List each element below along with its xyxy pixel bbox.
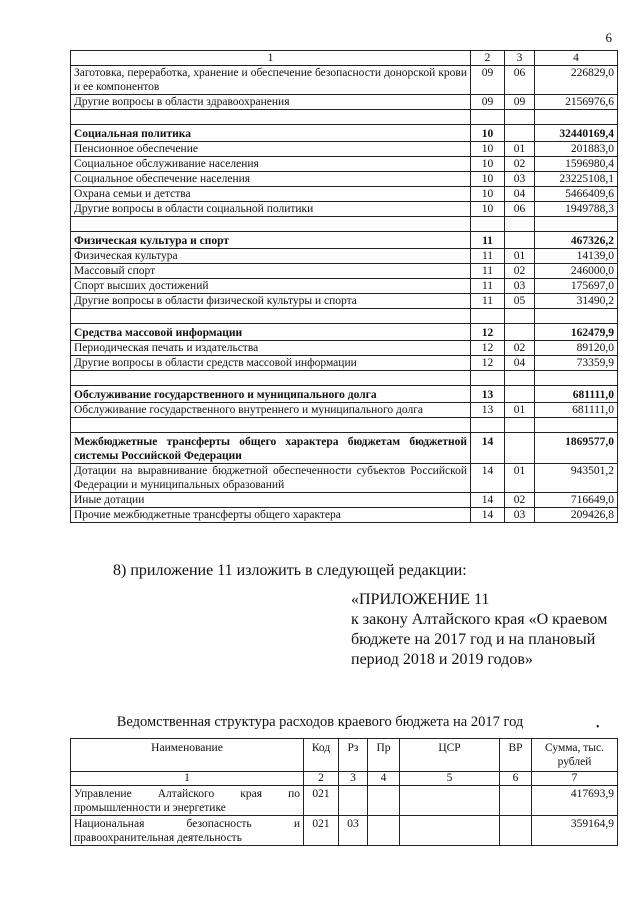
empty-cell xyxy=(71,309,471,324)
column-number-cell: 4 xyxy=(368,772,400,786)
section-code-cell: 14 xyxy=(471,464,505,493)
amount-cell: 209426,8 xyxy=(535,508,618,523)
empty-cell xyxy=(471,371,505,386)
table-row xyxy=(71,386,618,403)
table-row xyxy=(71,464,618,493)
section-code-cell: 11 xyxy=(471,264,505,279)
subsection-code-cell: 02 xyxy=(505,341,535,356)
column-number-cell: 2 xyxy=(304,772,339,786)
table-row xyxy=(71,95,618,110)
item-name-cell: Социальная политика xyxy=(71,125,471,142)
subsection-code-cell xyxy=(505,386,535,403)
empty-cell xyxy=(535,309,618,324)
table-row xyxy=(71,341,618,356)
column-number-cell: 3 xyxy=(339,772,368,786)
column-header-cell: ВР xyxy=(500,739,532,772)
table-row xyxy=(71,433,618,464)
amount-cell: 89120,0 xyxy=(535,341,618,356)
item-name-cell: Дотации на выравнивание бюджетной обеспеченности субъектов Российской Федерации и муниципальных образований xyxy=(71,464,471,493)
amount-cell: 175697,0 xyxy=(535,279,618,294)
table-row xyxy=(71,66,618,95)
section-code-cell: 11 xyxy=(471,232,505,249)
subsection-code-cell: 01 xyxy=(505,464,535,493)
empty-cell xyxy=(535,217,618,232)
amount-cell: 359164,9 xyxy=(532,816,618,846)
empty-cell xyxy=(535,418,618,433)
subsection-code-cell: 04 xyxy=(505,187,535,202)
column-number-cell: 1 xyxy=(71,51,471,66)
empty-cell xyxy=(71,371,471,386)
amount-cell: 5466409,6 xyxy=(535,187,618,202)
section-code-cell: 03 xyxy=(339,816,368,846)
subsection-code-cell: 04 xyxy=(505,356,535,371)
item-name-cell: Межбюджетные трансферты общего характера бюджетам бюджетной системы Российской Федерации xyxy=(71,433,471,464)
section-code-cell: 10 xyxy=(471,142,505,157)
subsection-code-cell: 06 xyxy=(505,202,535,217)
empty-cell xyxy=(505,217,535,232)
subsection-code-cell: 02 xyxy=(505,493,535,508)
expense-type-cell xyxy=(500,786,532,816)
subsection-code-cell xyxy=(505,125,535,142)
section-code-cell: 09 xyxy=(471,95,505,110)
table-header-row xyxy=(71,51,618,66)
subsection-code-cell: 01 xyxy=(505,142,535,157)
item-name-cell: Иные дотации xyxy=(71,493,471,508)
appendix-line: бюджете на 2017 год и на плановый xyxy=(351,631,596,648)
section-code-cell: 10 xyxy=(471,157,505,172)
document-title: Ведомственная структура расходов краевого бюджета на 2017 год xyxy=(116,714,524,730)
empty-cell xyxy=(471,309,505,324)
item-name-cell: Социальное обеспечение населения xyxy=(71,172,471,187)
subsection-code-cell xyxy=(368,786,400,816)
table-spacer-row xyxy=(71,110,618,125)
section-code-cell: 10 xyxy=(471,172,505,187)
subsection-code-cell: 03 xyxy=(505,279,535,294)
section-code-cell: 11 xyxy=(471,249,505,264)
empty-cell xyxy=(505,309,535,324)
item-name-cell: Пенсионное обеспечение xyxy=(71,142,471,157)
subsection-code-cell: 02 xyxy=(505,157,535,172)
section-code-cell: 12 xyxy=(471,356,505,371)
amount-cell: 1869577,0 xyxy=(535,433,618,464)
section-code-cell: 12 xyxy=(471,324,505,341)
item-name-cell: Периодическая печать и издательства xyxy=(71,341,471,356)
column-number-cell: 5 xyxy=(400,772,500,786)
department-code-cell: 021 xyxy=(304,816,339,846)
departmental-structure-table xyxy=(70,738,618,846)
section-code-cell: 10 xyxy=(471,187,505,202)
item-name-cell: Другие вопросы в области социальной политики xyxy=(71,202,471,217)
subsection-code-cell: 09 xyxy=(505,95,535,110)
amount-cell: 246000,0 xyxy=(535,264,618,279)
item-name-cell: Обслуживание государственного и муниципального долга xyxy=(71,386,471,403)
subsection-code-cell xyxy=(505,232,535,249)
section-code-cell: 11 xyxy=(471,279,505,294)
amount-cell: 226829,0 xyxy=(535,66,618,95)
table-row xyxy=(71,249,618,264)
target-article-cell xyxy=(400,786,500,816)
table-row xyxy=(71,172,618,187)
table-row xyxy=(71,232,618,249)
item-name-cell: Другие вопросы в области здравоохранения xyxy=(71,95,471,110)
item-name-cell: Обслуживание государственного внутреннего и муниципального долга xyxy=(71,403,471,418)
table-spacer-row xyxy=(71,309,618,324)
empty-cell xyxy=(535,371,618,386)
section-code-cell: 09 xyxy=(471,66,505,95)
amount-cell: 201883,0 xyxy=(535,142,618,157)
amount-cell: 14139,0 xyxy=(535,249,618,264)
subsection-code-cell: 02 xyxy=(505,264,535,279)
item-name-cell: Средства массовой информации xyxy=(71,324,471,341)
empty-cell xyxy=(471,110,505,125)
section-code-cell: 10 xyxy=(471,125,505,142)
section-code-cell: 12 xyxy=(471,341,505,356)
table-row xyxy=(71,142,618,157)
column-number-cell: 2 xyxy=(471,51,505,66)
table-row xyxy=(71,403,618,418)
empty-cell xyxy=(505,371,535,386)
table-spacer-row xyxy=(71,418,618,433)
table-row xyxy=(71,324,618,341)
subsection-code-cell: 06 xyxy=(505,66,535,95)
expenditure-table xyxy=(70,50,618,523)
column-number-cell: 1 xyxy=(71,772,304,786)
section-code-cell: 13 xyxy=(471,403,505,418)
item-name-cell: Охрана семьи и детства xyxy=(71,187,471,202)
section-code-cell: 14 xyxy=(471,433,505,464)
amount-cell: 31490,2 xyxy=(535,294,618,309)
item-name-cell: Физическая культура xyxy=(71,249,471,264)
amount-cell: 2156976,6 xyxy=(535,95,618,110)
table-row xyxy=(71,493,618,508)
table-row xyxy=(71,294,618,309)
subsection-code-cell: 03 xyxy=(505,172,535,187)
empty-cell xyxy=(505,418,535,433)
appendix-title: «ПРИЛОЖЕНИЕ 11 xyxy=(351,591,490,608)
empty-cell xyxy=(71,418,471,433)
item-name-cell: Спорт высших достижений xyxy=(71,279,471,294)
amount-cell: 943501,2 xyxy=(535,464,618,493)
subsection-code-cell: 01 xyxy=(505,403,535,418)
amendment-item: 8) приложение 11 изложить в следующей редакции: xyxy=(113,562,467,579)
amount-cell: 467326,2 xyxy=(535,232,618,249)
amount-cell: 716649,0 xyxy=(535,493,618,508)
item-name-cell: Национальная безопасность и правоохранительная деятельность xyxy=(71,816,304,846)
column-header-cell: Сумма, тыс. рублей xyxy=(532,739,618,772)
subsection-code-cell xyxy=(368,816,400,846)
amount-cell: 1949788,3 xyxy=(535,202,618,217)
item-name-cell: Другие вопросы в области средств массовой информации xyxy=(71,356,471,371)
page-number: 6 xyxy=(605,30,612,45)
appendix-heading xyxy=(351,590,616,670)
target-article-cell xyxy=(400,816,500,846)
table-header-row xyxy=(71,739,618,772)
appendix-line: период 2018 и 2019 годов» xyxy=(351,651,533,668)
section-code-cell xyxy=(339,786,368,816)
subsection-code-cell: 05 xyxy=(505,294,535,309)
section-code-cell: 14 xyxy=(471,508,505,523)
item-name-cell: Заготовка, переработка, хранение и обеспечение безопасности донорской крови и ее компонентов xyxy=(71,66,471,95)
table-spacer-row xyxy=(71,217,618,232)
table-spacer-row xyxy=(71,371,618,386)
column-header-cell: Код xyxy=(304,739,339,772)
section-code-cell: 11 xyxy=(471,294,505,309)
table-row xyxy=(71,187,618,202)
subsection-code-cell xyxy=(505,433,535,464)
amount-cell: 681111,0 xyxy=(535,386,618,403)
empty-cell xyxy=(471,217,505,232)
column-number-cell: 4 xyxy=(535,51,618,66)
table-row xyxy=(71,816,618,846)
item-name-cell: Физическая культура и спорт xyxy=(71,232,471,249)
table-row xyxy=(71,356,618,371)
section-code-cell: 14 xyxy=(471,493,505,508)
amount-cell: 73359,9 xyxy=(535,356,618,371)
column-header-cell: Рз xyxy=(339,739,368,772)
column-header-cell: ЦСР xyxy=(400,739,500,772)
empty-cell xyxy=(505,110,535,125)
table-row xyxy=(71,125,618,142)
column-header-cell: Пр xyxy=(368,739,400,772)
subsection-code-cell xyxy=(505,324,535,341)
empty-cell xyxy=(471,418,505,433)
column-header-cell: Наименование xyxy=(71,739,304,772)
appendix-line: к закону Алтайского края «О краевом xyxy=(351,611,608,628)
table-row xyxy=(71,157,618,172)
table-row xyxy=(71,264,618,279)
table-row xyxy=(71,786,618,816)
item-name-cell: Прочие межбюджетные трансферты общего характера xyxy=(71,508,471,523)
stray-dot-mark: • xyxy=(596,722,600,733)
subsection-code-cell: 01 xyxy=(505,249,535,264)
table-row xyxy=(71,508,618,523)
item-name-cell: Социальное обслуживание населения xyxy=(71,157,471,172)
amount-cell: 681111,0 xyxy=(535,403,618,418)
column-number-row xyxy=(71,772,618,786)
amount-cell: 417693,9 xyxy=(532,786,618,816)
section-code-cell: 13 xyxy=(471,386,505,403)
subsection-code-cell: 03 xyxy=(505,508,535,523)
column-number-cell: 6 xyxy=(500,772,532,786)
item-name-cell: Другие вопросы в области физической культуры и спорта xyxy=(71,294,471,309)
section-code-cell: 10 xyxy=(471,202,505,217)
item-name-cell: Массовый спорт xyxy=(71,264,471,279)
amount-cell: 1596980,4 xyxy=(535,157,618,172)
empty-cell xyxy=(71,217,471,232)
column-number-cell: 3 xyxy=(505,51,535,66)
column-number-cell: 7 xyxy=(532,772,618,786)
amount-cell: 162479,9 xyxy=(535,324,618,341)
expense-type-cell xyxy=(500,816,532,846)
empty-cell xyxy=(71,110,471,125)
empty-cell xyxy=(535,110,618,125)
amount-cell: 23225108,1 xyxy=(535,172,618,187)
table-row xyxy=(71,279,618,294)
amount-cell: 32440169,4 xyxy=(535,125,618,142)
item-name-cell: Управление Алтайского края по промышленности и энергетике xyxy=(71,786,304,816)
table-row xyxy=(71,202,618,217)
department-code-cell: 021 xyxy=(304,786,339,816)
